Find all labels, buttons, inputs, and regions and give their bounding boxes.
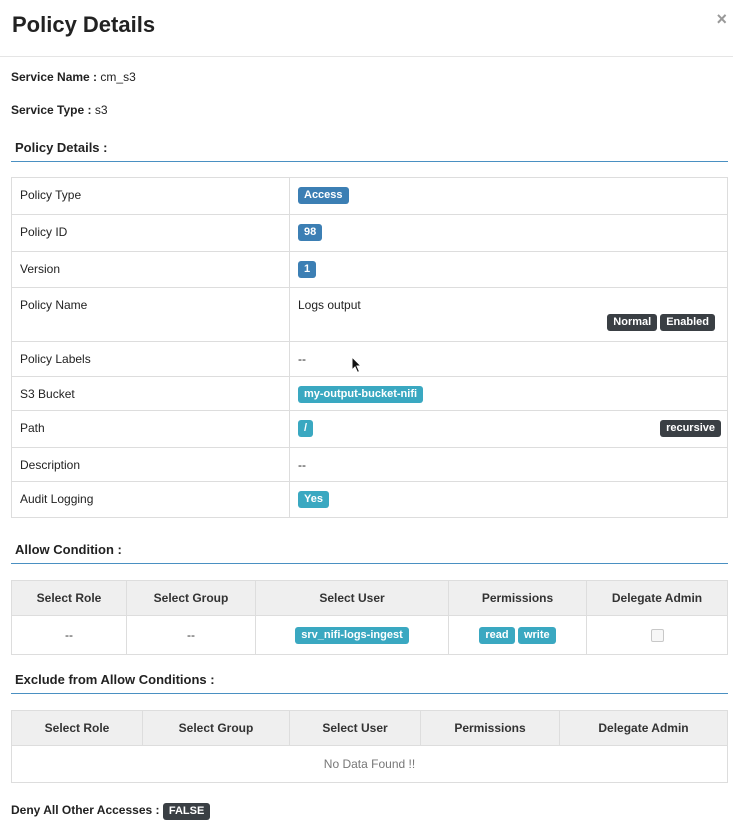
policy-id-badge: 98 (298, 224, 322, 241)
deny-all-line (11, 803, 210, 820)
path-badge: / (298, 420, 313, 437)
policy-type-badge: Access (298, 187, 349, 204)
detail-label: Description (12, 448, 290, 482)
role-cell: -- (12, 616, 127, 655)
policy-name-value: Logs output (298, 298, 361, 312)
detail-label: Policy ID (12, 215, 290, 252)
detail-row-description (12, 448, 728, 482)
header-select-role: Select Role (12, 711, 143, 746)
mouse-cursor-icon (351, 356, 363, 374)
service-type-line (11, 103, 108, 117)
header-select-group: Select Group (127, 581, 256, 616)
detail-row-s3-bucket (12, 377, 728, 411)
service-name-line (11, 70, 136, 84)
detail-row-policy-labels (12, 342, 728, 377)
table-header-row (12, 581, 728, 616)
service-type-label: Service Type : (11, 103, 92, 117)
permission-read-badge: read (479, 627, 514, 644)
permission-write-badge: write (518, 627, 556, 644)
policy-labels-value: -- (290, 342, 728, 377)
detail-row-policy-id (12, 215, 728, 252)
detail-label: S3 Bucket (12, 377, 290, 411)
header-delegate-admin: Delegate Admin (587, 581, 728, 616)
header-permissions: Permissions (421, 711, 560, 746)
detail-label: Path (12, 411, 290, 448)
user-badge: srv_nifi-logs-ingest (295, 627, 408, 644)
allow-condition-table (11, 580, 728, 655)
header-select-user: Select User (256, 581, 449, 616)
close-icon[interactable]: × (716, 9, 727, 29)
recursive-badge: recursive (660, 420, 721, 437)
description-value: -- (290, 448, 728, 482)
detail-row-policy-name (12, 288, 728, 342)
delegate-admin-checkbox[interactable] (651, 629, 664, 642)
detail-label: Policy Type (12, 178, 290, 215)
service-type-value: s3 (94, 103, 108, 117)
header-select-user: Select User (290, 711, 421, 746)
header-delegate-admin: Delegate Admin (560, 711, 728, 746)
deny-all-label: Deny All Other Accesses : (11, 803, 160, 817)
modal-header (0, 0, 733, 57)
policy-name-badges (604, 314, 715, 331)
deny-all-badge: FALSE (163, 803, 210, 820)
normal-badge: Normal (607, 314, 657, 331)
detail-row-version (12, 252, 728, 288)
detail-label: Audit Logging (12, 482, 290, 518)
enabled-badge: Enabled (660, 314, 715, 331)
exclude-condition-table (11, 710, 728, 783)
section-title-policy-details: Policy Details : (11, 140, 728, 162)
audit-logging-badge: Yes (298, 491, 329, 508)
section-title-allow-condition: Allow Condition : (11, 542, 728, 564)
s3-bucket-badge: my-output-bucket-nifi (298, 386, 423, 403)
policy-details-table (11, 177, 728, 518)
table-row (12, 746, 728, 783)
section-title-exclude-condition: Exclude from Allow Conditions : (11, 672, 728, 694)
table-header-row (12, 711, 728, 746)
detail-row-policy-type (12, 178, 728, 215)
header-select-group: Select Group (143, 711, 290, 746)
detail-label: Policy Name (12, 288, 290, 342)
no-data-message: No Data Found !! (12, 746, 728, 783)
version-badge: 1 (298, 261, 316, 278)
header-permissions: Permissions (449, 581, 587, 616)
detail-label: Policy Labels (12, 342, 290, 377)
service-name-value: cm_s3 (100, 70, 136, 84)
service-name-label: Service Name : (11, 70, 98, 84)
modal-title: Policy Details (12, 12, 156, 37)
group-cell: -- (127, 616, 256, 655)
detail-row-path (12, 411, 728, 448)
table-row (12, 616, 728, 655)
detail-label: Version (12, 252, 290, 288)
header-select-role: Select Role (12, 581, 127, 616)
detail-row-audit-logging (12, 482, 728, 518)
